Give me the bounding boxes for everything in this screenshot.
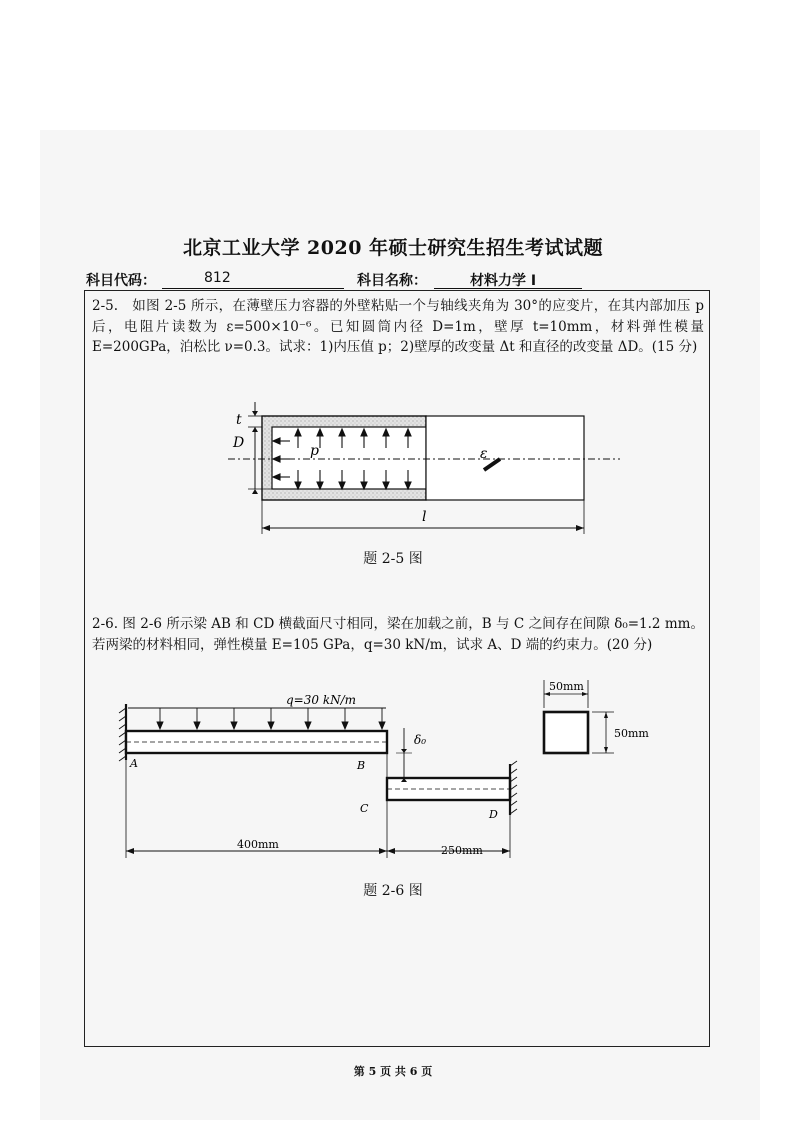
subject-name-value: 材料力学 I bbox=[470, 273, 537, 289]
question-2-5-text: 2-5. 如图 2-5 所示，在薄壁压力容器的外壁粘贴一个与轴线夹角为 30°的应变片，在其内部加压 p 后，电阻片读数为 ε=500×10⁻⁶。已知圆筒内径 D=1m，壁厚 t=10mm，材料弹性模量 E=200GPa，泊松比 ν=0.3。试求：1)内压值 p；2)壁厚的改变量 Δt 和直径的改变量 ΔD。(15 分) bbox=[92, 298, 704, 355]
label-l: l bbox=[422, 509, 427, 525]
subject-code-value: 812 bbox=[204, 270, 231, 286]
label-C: C bbox=[360, 802, 369, 815]
label-B: B bbox=[357, 759, 366, 772]
subject-code-label: 科目代码： bbox=[86, 273, 156, 289]
figure-2-5-caption: 题 2-5 图 bbox=[363, 551, 423, 567]
exam-title: 北京工业大学 2020 年硕士研究生招生考试试题 bbox=[182, 237, 604, 259]
label-epsilon: ε bbox=[480, 446, 488, 462]
page-footer: 第 5 页 共 6 页 bbox=[353, 1065, 433, 1078]
label-section-height: 50mm bbox=[614, 727, 649, 740]
beam-system-drawing bbox=[119, 680, 614, 858]
label-gap: δ₀ bbox=[414, 733, 427, 747]
label-length-400: 400mm bbox=[237, 838, 279, 851]
label-length-250: 250mm bbox=[441, 844, 483, 857]
label-load: q=30 kN/m bbox=[286, 693, 357, 707]
label-D: D bbox=[233, 435, 245, 451]
subject-name-label: 科目名称： bbox=[357, 273, 427, 289]
label-p: p bbox=[310, 443, 319, 459]
label-A: A bbox=[130, 757, 138, 770]
figure-2-6-caption: 题 2-6 图 bbox=[363, 883, 423, 899]
label-section-width: 50mm bbox=[549, 680, 584, 693]
label-D-end: D bbox=[489, 808, 498, 821]
question-2-6-text: 2-6. 图 2-6 所示梁 AB 和 CD 横截面尺寸相同，梁在加载之前，B 与 C 之间存在间隙 δ₀=1.2 mm。若两梁的材料相同，弹性模量 E=105 GPa，q=30 kN/m，试求 A、D 端的约束力。(20 分) bbox=[92, 616, 704, 653]
label-t: t bbox=[236, 412, 242, 428]
